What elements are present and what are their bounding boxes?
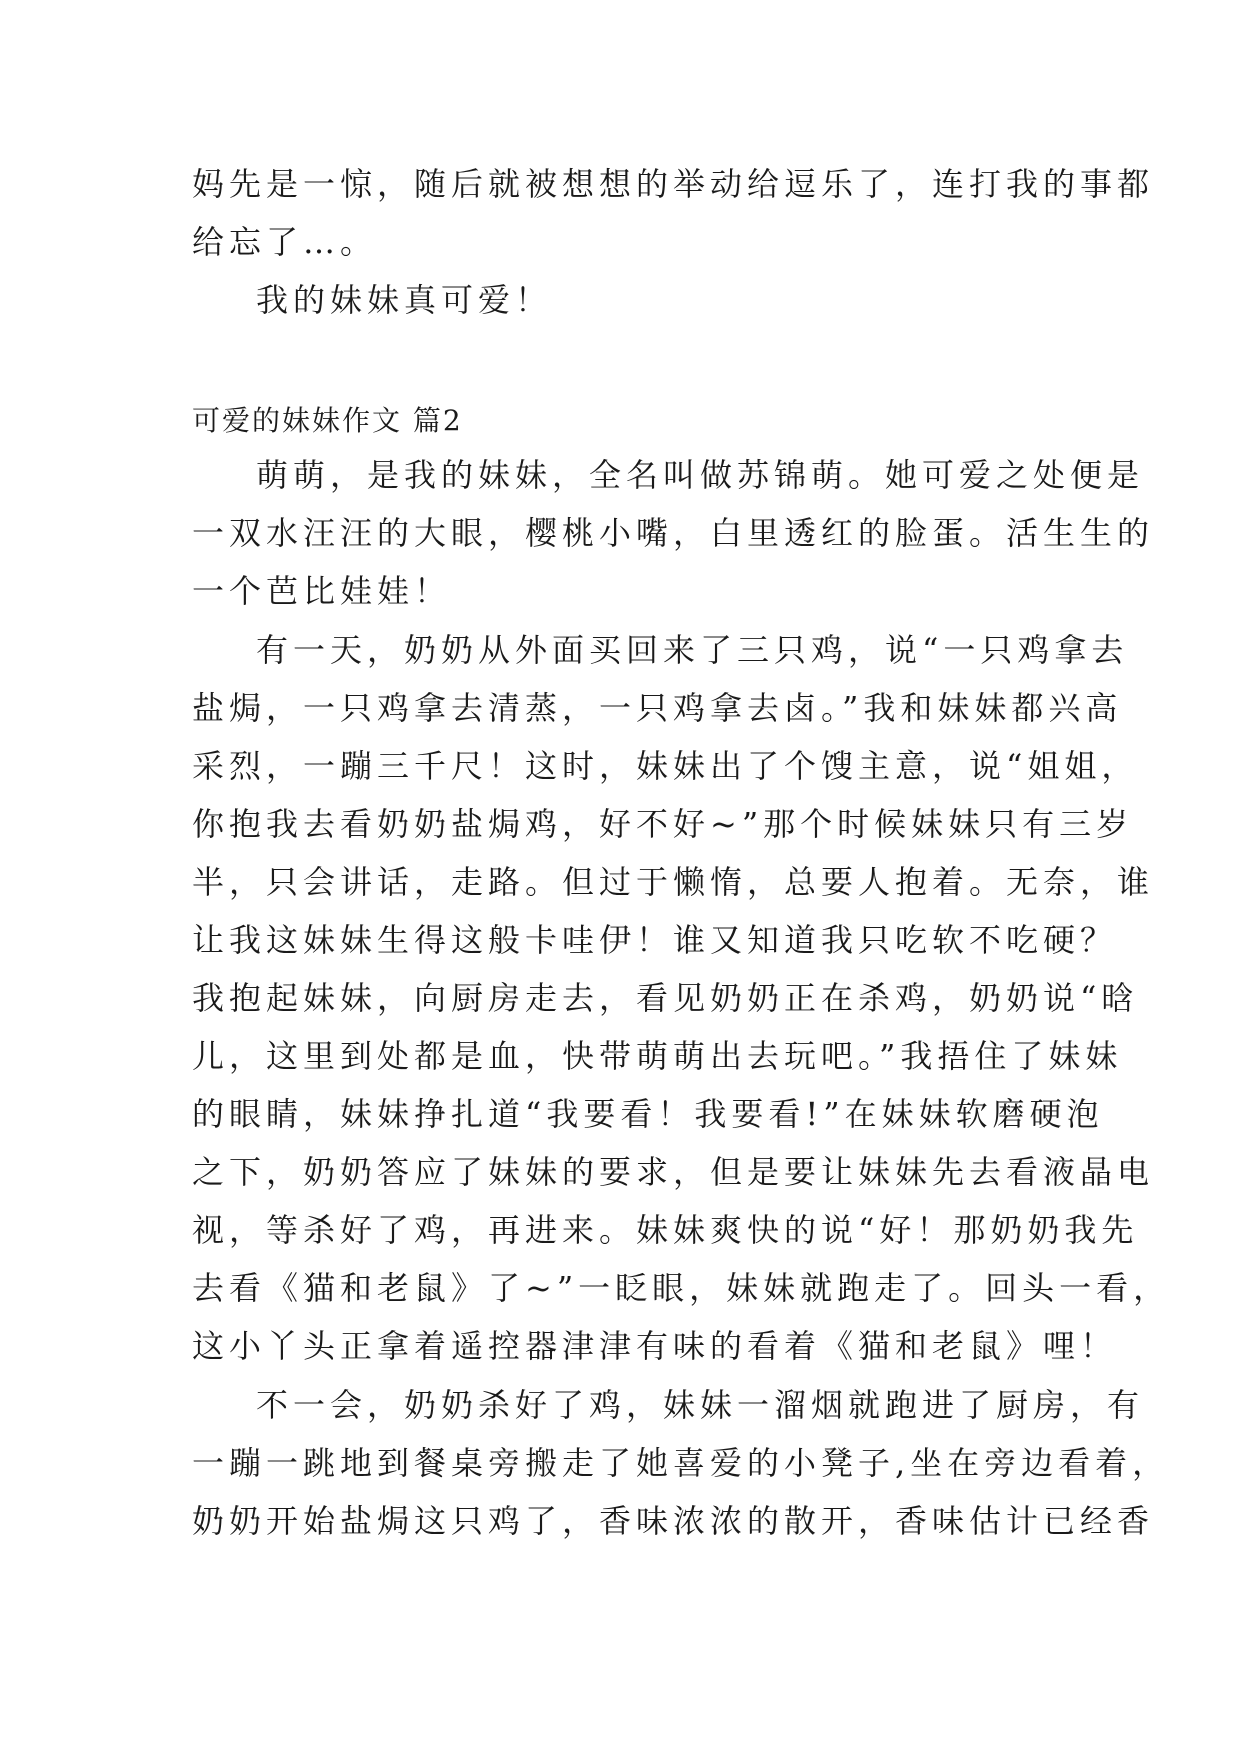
paragraph-line: 一个芭比娃娃！ — [192, 572, 452, 610]
paragraph-line: 不一会，奶奶杀好了鸡，妹妹一溜烟就跑进了厨房，有 — [256, 1386, 1145, 1424]
paragraph-line: 半，只会讲话，走路。但过于懒惰，总要人抱着。无奈，谁 — [192, 863, 1155, 901]
paragraph-line: 有一天，奶奶从外面买回来了三只鸡，说“一只鸡拿去 — [256, 631, 1129, 669]
paragraph-line: 视，等杀好了鸡，再进来。妹妹爽快的说“好！那奶奶我先 — [192, 1211, 1139, 1249]
paragraph-line: 让我这妹妹生得这般卡哇伊！谁又知道我只吃软不吃硬？ — [192, 921, 1118, 959]
paragraph-line: 去看《猫和老鼠》了~”一眨眼，妹妹就跑走了。回头一看， — [192, 1269, 1171, 1307]
paragraph-line: 一双水汪汪的大眼，樱桃小嘴，白里透红的脸蛋。活生生的 — [192, 514, 1155, 552]
paragraph-line: 之下，奶奶答应了妹妹的要求，但是要让妹妹先去看液晶电 — [192, 1153, 1155, 1191]
paragraph-line: 采烈，一蹦三千尺！这时，妹妹出了个馊主意，说“姐姐， — [192, 747, 1139, 785]
section-heading: 可爱的妹妹作文 篇2 — [192, 404, 463, 437]
paragraph-line: 我的妹妹真可爱！ — [256, 281, 553, 319]
paragraph-line: 给忘了…。 — [192, 223, 378, 261]
paragraph-line: 我抱起妹妹，向厨房走去，看见奶奶正在杀鸡，奶奶说“晗 — [192, 979, 1139, 1017]
paragraph-line: 萌萌，是我的妹妹，全名叫做苏锦萌。她可爱之处便是 — [256, 456, 1145, 494]
paragraph-line: 的眼睛，妹妹挣扎道“我要看！我要看!”在妹妹软磨硬泡 — [192, 1095, 1104, 1133]
paragraph-line: 奶奶开始盐焗这只鸡了，香味浓浓的散开，香味估计已经香 — [192, 1502, 1155, 1540]
paragraph-line: 这小丫头正拿着遥控器津津有味的看着《猫和老鼠》哩！ — [192, 1327, 1118, 1365]
paragraph-line: 你抱我去看奶奶盐焗鸡，好不好~”那个时候妹妹只有三岁 — [192, 805, 1134, 843]
paragraph-line: 儿，这里到处都是血，快带萌萌出去玩吧。”我捂住了妹妹 — [192, 1037, 1123, 1075]
paragraph-line: 一蹦一跳地到餐桌旁搬走了她喜爱的小凳子,坐在旁边看着， — [192, 1444, 1170, 1482]
paragraph-line: 妈先是一惊，随后就被想想的举动给逗乐了，连打我的事都 — [192, 165, 1155, 203]
paragraph-line: 盐焗，一只鸡拿去清蒸，一只鸡拿去卤。”我和妹妹都兴高 — [192, 689, 1123, 727]
